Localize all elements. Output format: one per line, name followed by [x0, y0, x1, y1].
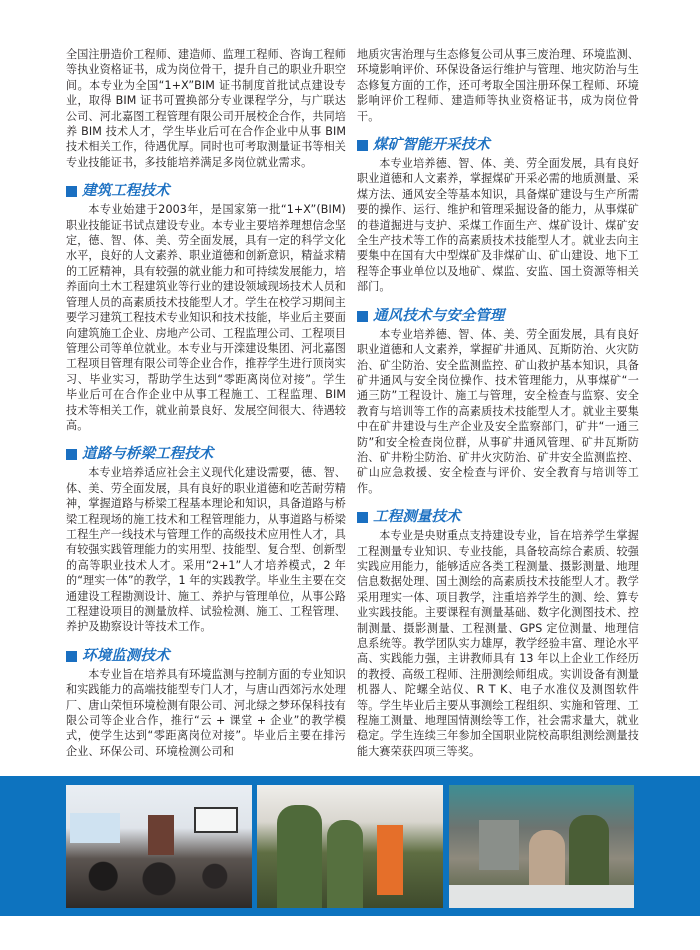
- section-title: 环境监测技术: [82, 647, 170, 664]
- square-bullet-icon: [357, 512, 368, 523]
- section-heading: [357, 307, 639, 326]
- section-title: 工程测量技术: [373, 509, 461, 526]
- section-title: 煤矿智能开采技术: [373, 137, 490, 154]
- section-heading: [357, 136, 639, 155]
- workbench-icon: [449, 885, 634, 908]
- square-bullet-icon: [66, 186, 77, 197]
- section-heading: [66, 182, 346, 201]
- robot-training-photo: [257, 785, 443, 908]
- section-heading: [66, 647, 346, 666]
- door-icon: [148, 815, 174, 855]
- section-construction-engineering: [66, 182, 346, 433]
- square-bullet-icon: [66, 449, 77, 460]
- section-heading: [357, 508, 639, 527]
- screen-icon: [194, 807, 238, 833]
- photo-band: [0, 776, 700, 916]
- machine-workshop-photo: [449, 785, 634, 908]
- section-body: 本专业始建于2003年，是国家第一批“1+X”(BIM)职业技能证书试点建设专业。本专业主要培养理想信念坚定，德、智、体、美、劳全面发展，具有一定的科学文化水平，良好的人文素养、职业道德和创新意识，精益求精的工匠精神，具有较强的就业能力和可持续发展能力，培养面向土木工程建筑业等行业的建设领域现场技术人员和管理人员的高素质技术技能型人才。学生在校学习期间主要学习建筑工程技术专业知识和技术技能，毕业后主要面向建筑施工企业、房地产公司、工程监理公司、工程项目管理公司等单位就业。本专业与开滦建设集团、河北嘉图工程项目管理有限公司等企业合作，推荐学生进行顶岗实习、毕业实习，帮助学生达到“零距离岗位对接”。学生毕业后可在合作企业中从事工程施工、工程监理、BIM 技术等相关工作，就业前景良好、发展空间很大、待遇较高。: [66, 203, 346, 432]
- right-column: [357, 47, 639, 759]
- section-engineering-surveying: [357, 508, 639, 759]
- section-title: 道路与桥梁工程技术: [82, 446, 214, 463]
- section-title: 通风技术与安全管理: [373, 307, 505, 324]
- square-bullet-icon: [357, 140, 368, 151]
- student-icon: [327, 820, 363, 908]
- section-body: 本专业培养德、智、体、美、劳全面发展，具有良好职业道德和人文素养，掌握矿井通风、瓦斯防治、火灾防治、矿尘防治、安全监测监控、矿山救护基本知识，具备矿井通风与安全岗位操作、技术管理能力，从事煤矿“一通三防”工程设计、施工与管理，安全检查与监察、安全教育与培训等工作的高素质技术技能型人才。就业主要集中在矿井建设与生产企业及安全监察部门，矿井“一通三防”和安全检查岗位群，从事矿井通风管理、矿井瓦斯防治、矿井粉尘防治、矿井火灾防治、矿井安全监测监控、矿山应急救援、安全检查与评价、安全教育与培训等工作。: [357, 327, 639, 495]
- section-body: 本专业是央财重点支持建设专业，旨在培养学生掌握工程测量专业知识、专业技能，具备较高综合素质、较强实践应用能力，能够适应各类工程测量、摄影测量、地理信息数据处理、国土测绘的高素质技术技能型人才。教学采用理实一体、项目教学，注重培养学生的测、绘、算专业实践技能。主要课程有测量基础、数字化测图技术、控制测量、摄影测量、工程测量、GPS 定位测量、地理信息系统等。教学团队实力雄厚，教学经验丰富、理论水平高、实践能力强，主讲教师具有 13 年以上企业工作经历的教授、高级工程师、注册测绘师组成。实训设备有测量机器人、陀螺全站仪、R T K、电子水准仪及测图软件等。学生毕业后主要从事测绘工程组织、实施和管理、工程施工测量、地理国情测绘等工作，社会需求量大，就业稳定。学生连续三年参加全国职业院校高职组测绘测量技能大赛荣获四项三等奖。: [357, 529, 639, 758]
- robot-arm-icon: [377, 825, 403, 895]
- section-road-bridge-engineering: [66, 445, 346, 634]
- section-body: 本专业培养德、智、体、美、劳全面发展，具有良好职业道德和人文素养，掌握煤矿开采必需的地质测量、采煤方法、通风安全等基本知识，具备煤矿建设与生产所需要的操作、运行、维护和管理采掘设备的能力，从事煤矿的巷道掘进与支护、采煤工作面生产、煤矿设计、煤矿安全生产技术等工作的高素质技术技能型人才。就业去向主要集中在国有大中型煤矿及非煤矿山、矿山建设、地下工程等企事业单位以及地矿、煤监、安监、国土资源等相关部门。: [357, 157, 639, 294]
- section-coal-mining: [357, 136, 639, 295]
- section-body: 本专业培养适应社会主义现代化建设需要，德、智、体、美、劳全面发展，具有良好的职业道德和吃苦耐劳精神，掌握道路与桥梁工程基本理论和知识，具备道路与桥梁工程现场的施工技术和工程管理能力，从事道路与桥梁工程生产一线技术与管理工作的高级技术应用性人才，具有较强实践管理能力的实用型、技能型、复合型、创新型的高等职业技术人才。采用“2+1”人才培养模式，2 年的“理实一体”的教学，1 年的实践教学。毕业生主要在交通建设工程勘测设计、施工、养护与管理单位，从事公路工程建设项目的测量放样、试验检测、施工、工程管理、养护及勘察设计等技术工作。: [66, 466, 346, 634]
- section-environmental-monitoring: [66, 647, 346, 759]
- continuation-paragraph: 地质灾害治理与生态修复公司从事三废治理、环境监测、环境影响评价、环保设备运行维护与管理、地灾防治与生态修复方面的工作，还可考取全国注册环保工程师、环境影响评价工程师、建造师等执业资格证书，成为岗位骨干。: [357, 48, 639, 123]
- square-bullet-icon: [357, 311, 368, 322]
- section-title: 建筑工程技术: [82, 183, 170, 200]
- student-icon: [277, 805, 322, 908]
- classroom-lecture-photo: [66, 785, 252, 908]
- left-column: [66, 47, 346, 759]
- banner-icon: [70, 813, 120, 843]
- square-bullet-icon: [66, 651, 77, 662]
- section-body: 本专业旨在培养具有环境监测与控制方面的专业知识和实践能力的高端技能型专门人才，与唐山西郊污水处理厂、唐山荣恒环境检测有限公司、河北绿之梦环保科技有限公司等企业合作，推行“云 + 课堂 + 企业”的教学模式，使学生达到“零距离岗位对接”。毕业后主要在排污企业、环保公司、环境检测公司和: [66, 667, 346, 758]
- audience-icon: [66, 855, 252, 908]
- intro-paragraph: 全国注册造价工程师、建造师、监理工程师、咨询工程师等执业资格证书，成为岗位骨干，提升自己的职业升职空间。本专业为全国“1+X”BIM 证书制度首批试点建设专业，取得 BIM 证书可置换部分专业课程学分，与广联达公司、河北嘉图工程管理有限公司开展校企合作，共同培养 BIM 技术人才，学生毕业后可在合作企业中从事 BIM 技术相关工作，待遇优厚。同时也可考取测量证书等相关专业技能证书，多技能培养满足多岗位就业需求。: [66, 48, 346, 169]
- section-ventilation-safety: [357, 307, 639, 496]
- section-heading: [66, 445, 346, 464]
- milling-machine-icon: [479, 820, 519, 870]
